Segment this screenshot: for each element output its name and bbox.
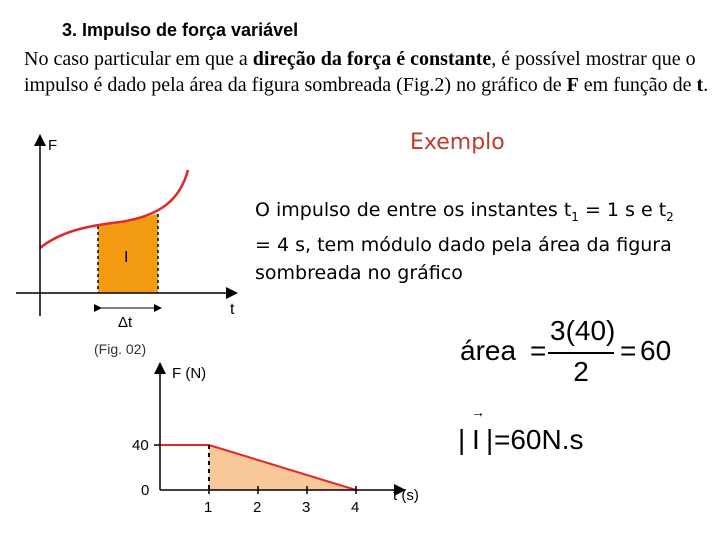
example-text: O impulso de entre os instantes $t_1 = 1$ s e $t_2 = 4$ s, tem módulo dado pela área da figura sombreada no gráfico [255, 199, 674, 284]
fig2-diagram [0, 130, 250, 370]
impulse-value: =60N.s [494, 424, 584, 455]
fig2-caption: (Fig. 02) [94, 341, 147, 357]
example-chart [100, 360, 430, 530]
formula-lhs: área [460, 335, 517, 366]
formula-numerator: 3(40) [550, 315, 616, 346]
formula-equals-1: = [530, 335, 547, 366]
fig2-delta-label: Δt [118, 314, 133, 331]
intro-paragraph: No caso particular em que a direção da força é constante, é possível mostrar que o impulso é dado pela área da figura sombreada (Fig.2) no gráfico de F em função de t. [24, 48, 709, 96]
chart-y-label: F (N) [172, 365, 207, 382]
area-formula [460, 315, 680, 395]
chart-x-label: t (s) [393, 487, 419, 504]
formula-denominator: 2 [573, 356, 589, 387]
x-tick-label: 2 [253, 499, 262, 516]
x-tick-label: 1 [204, 499, 213, 516]
formula-fraction-bar [548, 352, 614, 354]
vector-arrow-icon: → [471, 404, 485, 420]
formula-result: 60 [640, 335, 672, 366]
fig2-y-label: F [48, 137, 58, 154]
formula-equals-2: = [620, 335, 637, 366]
section-heading: 3. Impulso de força variável [62, 20, 299, 40]
fig2-x-label: t [230, 301, 235, 318]
impulse-symbol: I [472, 424, 480, 455]
impulse-magnitude: | → I | =60N.s [458, 404, 584, 455]
example-title: Exemplo [410, 130, 505, 155]
x-tick-label: 4 [351, 499, 360, 516]
fig2-area-label: I [124, 249, 129, 266]
y-tick-label: 40 [132, 437, 149, 454]
x-tick-label: 3 [302, 499, 311, 516]
y-tick-label: 0 [141, 482, 150, 499]
